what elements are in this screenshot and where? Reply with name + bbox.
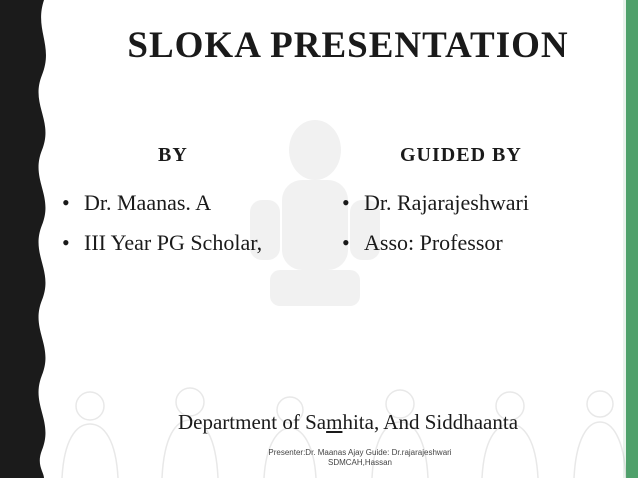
presenter-footnote-line2: SDMCAH,Hassan: [327, 458, 392, 467]
presenter-name: Dr. Maanas. A: [84, 190, 212, 215]
presenter-footnote: [200, 448, 520, 468]
department-text-end: hita, And Siddhaanta: [342, 410, 519, 434]
bullet-icon: •: [342, 230, 350, 255]
bullet-icon: •: [62, 230, 70, 255]
list-item: [342, 228, 622, 258]
department-line: [70, 410, 626, 435]
presenter-list: [62, 188, 302, 268]
list-item: [62, 188, 302, 218]
bullet-icon: •: [62, 190, 70, 215]
presenter-footnote-line1: Presenter:Dr. Maanas Ajay Guide: Dr.rajarajeshwari: [268, 448, 452, 457]
guided-by-heading: GUIDED BY: [400, 144, 522, 166]
guide-role: Asso: Professor: [364, 230, 503, 255]
department-text-underlined: m: [326, 410, 343, 434]
guide-name: Dr. Rajarajeshwari: [364, 190, 529, 215]
bullet-icon: •: [342, 190, 350, 215]
slide-title: SLOKA PRESENTATION: [127, 25, 569, 66]
guide-list: [342, 188, 622, 268]
presenter-role: III Year PG Scholar,: [84, 230, 263, 255]
by-heading: BY: [158, 144, 188, 166]
list-item: [62, 228, 302, 258]
department-text-start: Department of Sa: [177, 410, 327, 434]
list-item: [342, 188, 622, 218]
